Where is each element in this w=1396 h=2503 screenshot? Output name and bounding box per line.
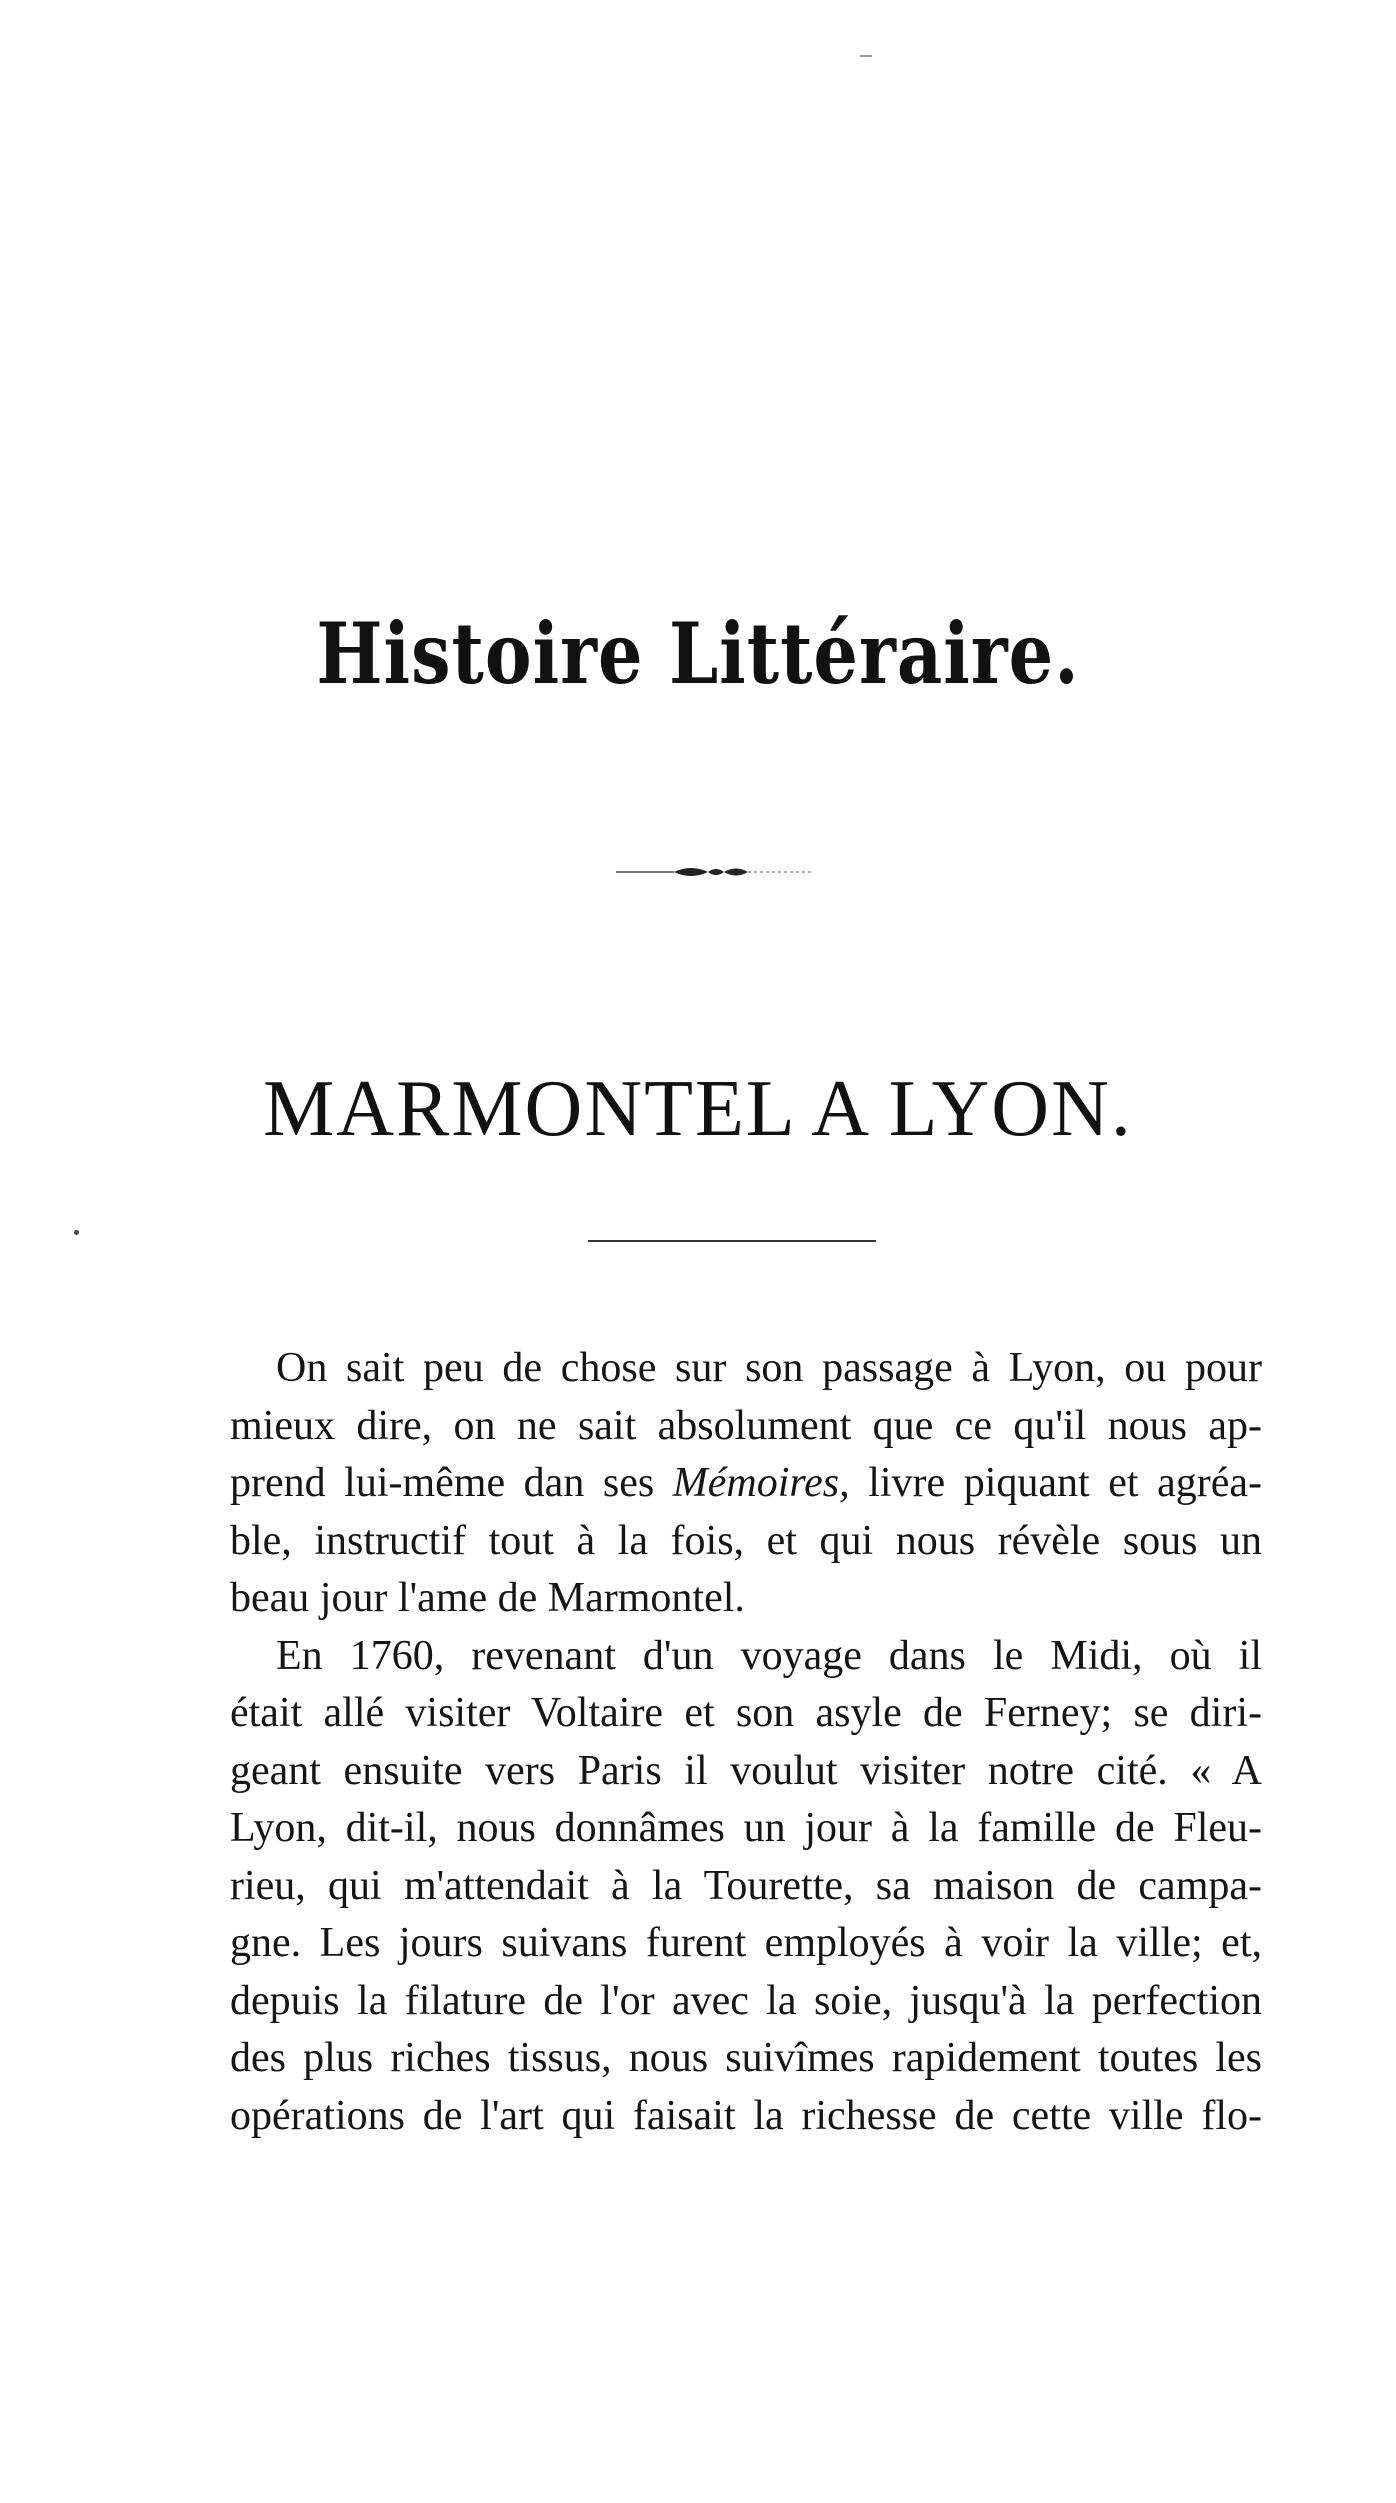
text-line: beau jour l'ame de Marmontel. [230, 1575, 745, 1621]
paragraph-2 [180, 1628, 1262, 2146]
text-line: Lyon, dit-il, nous donnâmes un jour à la famille de Fleu- [230, 1805, 1262, 1851]
text-line: depuis la filature de l'or avec la soie, jusqu'à la perfection [230, 1977, 1262, 2024]
text-line: En 1760, revenant d'un voyage dans le Midi, où il [276, 1632, 1262, 1679]
title-rule [588, 1240, 876, 1242]
article-title: MARMONTEL A LYON. [263, 1065, 1133, 1153]
text-line: des plus riches tissus, nous suivîmes rapidement toutes les [230, 2035, 1262, 2081]
text-line: prend lui-même dan ses Mémoires, livre piquant et agréa- [230, 1460, 1263, 1506]
text-line: gne. Les jours suivans furent employés à voir la ville; et, [230, 1920, 1262, 1966]
text-line: opérations de l'art qui faisait la richesse de cette ville flo- [230, 2092, 1262, 2139]
italic-title: Mémoires, [672, 1460, 850, 1506]
text-line: était allé visiter Voltaire et son asyle de Ferney; se diri- [230, 1690, 1262, 1736]
page-speck [860, 55, 872, 57]
stray-dot [74, 1230, 79, 1235]
text-line: On sait peu de chose sur son passage à Lyon, ou pour [276, 1345, 1262, 1391]
text-line: ble, instructif tout à la fois, et qui nous révèle sous un [230, 1517, 1262, 1564]
text-line: mieux dire, on ne sait absolument que ce qu'il nous ap- [230, 1402, 1262, 1449]
paragraph-1 [180, 1340, 1262, 1628]
text-line: rieu, qui m'attendait à la Tourette, sa maison de campa- [230, 1862, 1262, 1909]
section-heading: Histoire Littéraire. [316, 603, 1080, 704]
ornament-divider [616, 862, 812, 882]
body-text [180, 1340, 1262, 2145]
text-line: geant ensuite vers Paris il voulut visiter notre cité. « A [230, 1747, 1262, 1794]
